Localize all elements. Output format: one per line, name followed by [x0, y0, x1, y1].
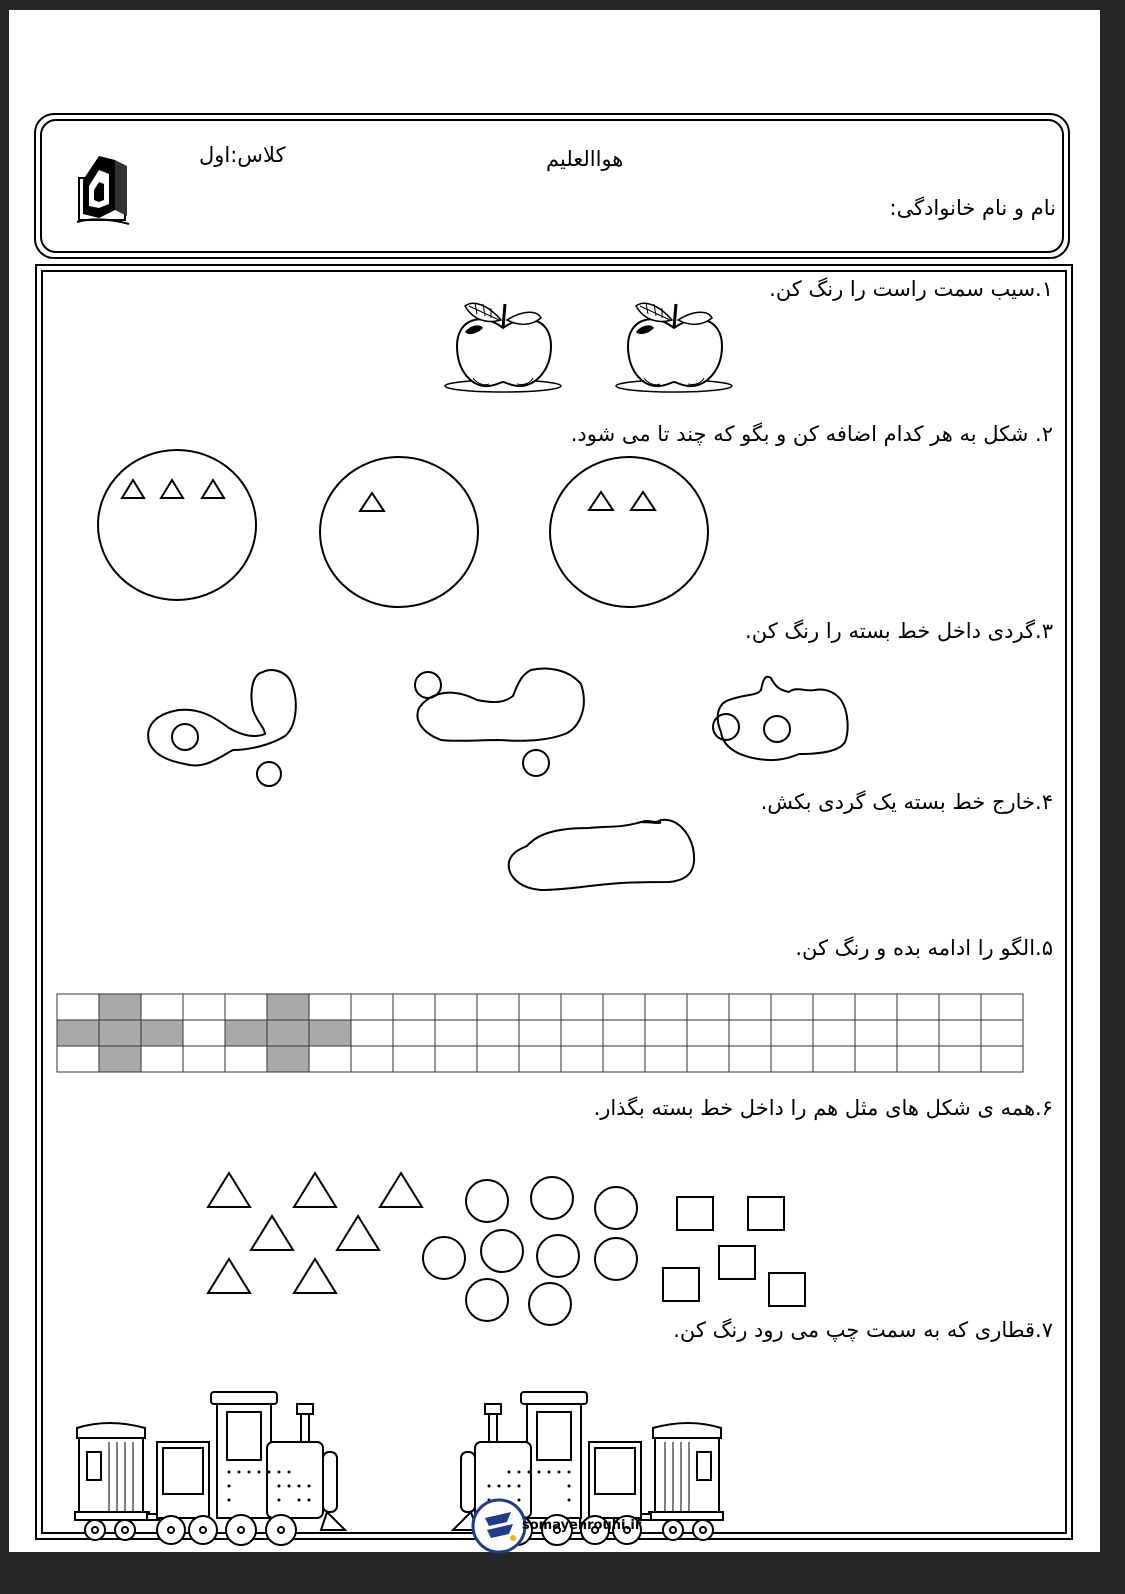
question-1: ۱.سیب سمت راست را رنگ کن. — [769, 277, 1053, 301]
watermark-logo — [471, 1498, 527, 1554]
circles-group — [423, 1177, 637, 1325]
worksheet-page — [9, 10, 1100, 1552]
question-3: ۳.گردی داخل خط بسته را رنگ کن. — [745, 619, 1053, 643]
question-7: ۷.قطاری که به سمت چپ می رود رنگ کن. — [673, 1318, 1053, 1342]
name-label: نام و نام خانوادگی: — [889, 196, 1056, 220]
squares-group — [663, 1197, 805, 1306]
school-title: هواالعلیم — [546, 147, 624, 171]
question-6: ۶.همه ی شکل های مثل هم را داخل خط بسته بگذار. — [593, 1096, 1053, 1120]
question-2: ۲. شکل به هر کدام اضافه کن و بگو که چند تا می شود. — [570, 422, 1053, 446]
train-left — [69, 1382, 349, 1547]
watermark-text: somayehrouhi.ir — [522, 1518, 642, 1533]
triangles-group — [208, 1173, 422, 1293]
class-label: کلاس:اول — [199, 143, 286, 167]
question-4: ۴.خارج خط بسته یک گردی بکش. — [760, 790, 1053, 814]
question-5: ۵.الگو را ادامه بده و رنگ کن. — [795, 936, 1053, 960]
